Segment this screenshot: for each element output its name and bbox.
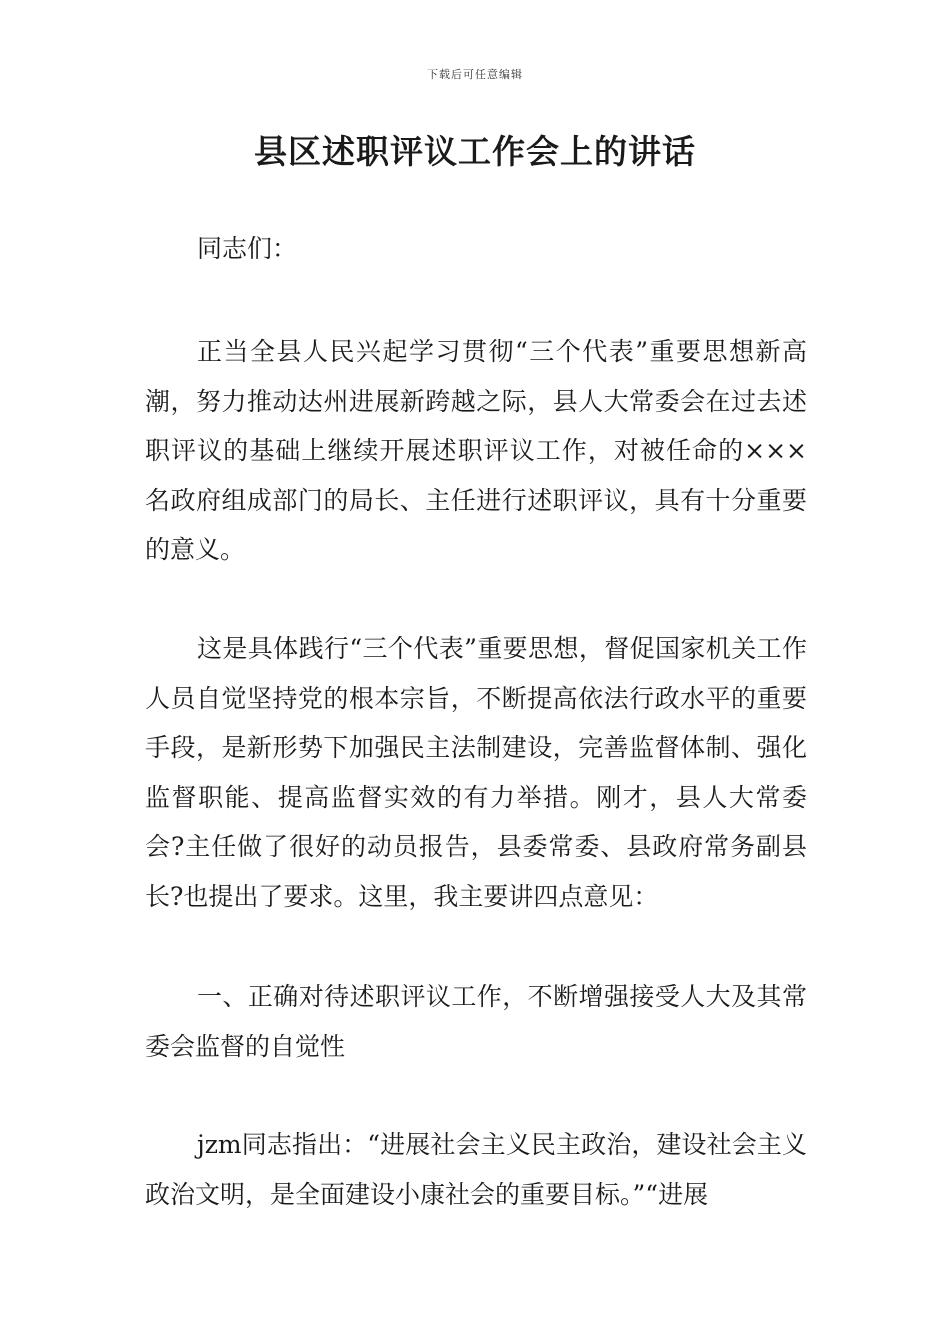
section-heading: 一、正确对待述职评议工作，不断增强接受人大及其常委会监督的自觉性 (145, 982, 807, 1061)
greeting: 同志们： (197, 234, 298, 263)
header-note: 下载后可任意编辑 (427, 68, 523, 81)
document-title: 县区述职评议工作会上的讲话 (254, 132, 696, 171)
paragraph: jzm同志指出：“进展社会主义民主政治，建设社会主义政治文明，是全面建设小康社会的重要目标。”“进展 (145, 1130, 807, 1209)
paragraph: 正当全县人民兴起学习贯彻“三个代表”重要思想新高潮，努力推动达州进展新跨越之际，县人大常委会在过去述职评议的基础上继续开展述职评议工作，对被任命的×××名政府组成部门的局长、主任进行述职评议，具有十分重要的意义。 (145, 337, 807, 564)
paragraph: 这是具体践行“三个代表”重要思想，督促国家机关工作人员自觉坚持党的根本宗旨，不断提高依法行政水平的重要手段，是新形势下加强民主法制建设，完善监督体制、强化监督职能、提高监督实效的有力举措。刚才，县人大常委会?主任做了很好的动员报告，县委常委、县政府常务副县长?也提出了要求。这里，我主要讲四点意见： (145, 634, 807, 911)
